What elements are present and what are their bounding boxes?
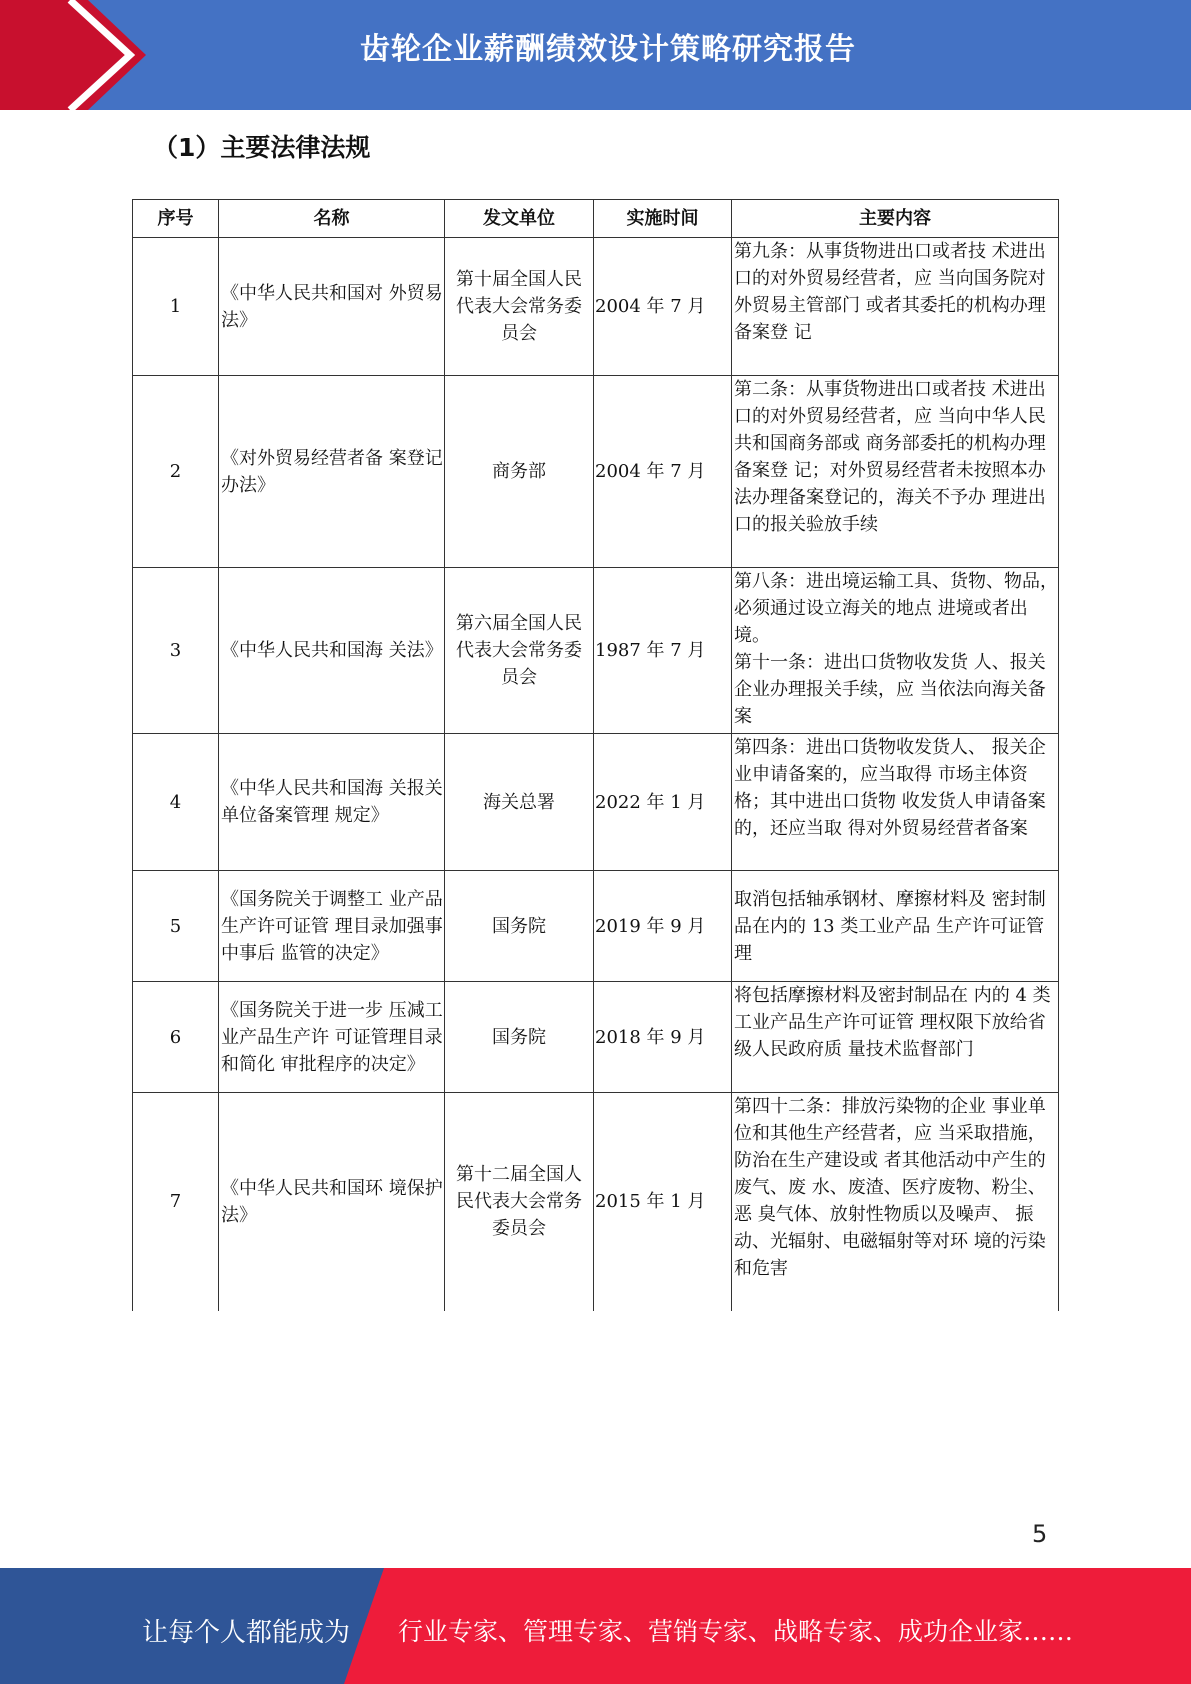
cell-date: 2015 年 1 月 — [594, 1093, 732, 1311]
footer-slogan-right: 行业专家、管理专家、营销专家、战略专家、成功企业家…… — [398, 1617, 1074, 1646]
cell-name: 《中华人民共和国环 境保护法》 — [219, 1093, 445, 1311]
header-title: 齿轮企业薪酬绩效设计策略研究报告 — [360, 32, 856, 67]
cell-no: 6 — [133, 982, 219, 1093]
cell-name: 《中华人民共和国海 关报关单位备案管理 规定》 — [219, 734, 445, 871]
cell-date: 1987 年 7 月 — [594, 568, 732, 734]
cell-name: 《国务院关于进一步 压减工业产品生产许 可证管理目录和简化 审批程序的决定》 — [219, 982, 445, 1093]
cell-unit: 国务院 — [445, 871, 594, 982]
table-row — [133, 982, 1059, 1093]
table-header-row — [133, 200, 1059, 238]
cell-content: 第二条：从事货物进出口或者技 术进出口的对外贸易经营者，应 当向中华人民共和国商务部或 商务部委托的机构办理备案登 记；对外贸易经营者未按照本办 法办理备案登记的，海关不予办 理进出口的报关验放手续 — [732, 376, 1059, 568]
cell-content: 将包括摩擦材料及密封制品在 内的 4 类工业产品生产许可证管 理权限下放给省级人民政府质 量技术监督部门 — [732, 982, 1059, 1093]
cell-date: 2022 年 1 月 — [594, 734, 732, 871]
cell-name: 《国务院关于调整工 业产品生产许可证管 理目录加强事中事后 监管的决定》 — [219, 871, 445, 982]
cell-unit: 国务院 — [445, 982, 594, 1093]
cell-content: 取消包括轴承钢材、摩擦材料及 密封制品在内的 13 类工业产品 生产许可证管理 — [732, 871, 1059, 982]
cell-content: 第四十二条：排放污染物的企业 事业单位和其他生产经营者，应 当采取措施，防治在生产建设或 者其他活动中产生的废气、废 水、废渣、医疗废物、粉尘、恶 臭气体、放射性物质以及噪声、 振动、光辐射、电磁辐射等对环 境的污染和危害 — [732, 1093, 1059, 1311]
table-row — [133, 238, 1059, 376]
footer-slogan-left: 让每个人都能成为 — [142, 1618, 351, 1648]
cell-name: 《中华人民共和国对 外贸易法》 — [219, 238, 445, 376]
cell-no: 3 — [133, 568, 219, 734]
cell-no: 7 — [133, 1093, 219, 1311]
cell-unit: 商务部 — [445, 376, 594, 568]
cell-no: 4 — [133, 734, 219, 871]
cell-content: 第四条：进出口货物收发货人、 报关企业申请备案的，应当取得 市场主体资格；其中进出口货物 收发货人申请备案的，还应当取 得对外贸易经营者备案 — [732, 734, 1059, 871]
header-band — [0, 0, 1191, 110]
cell-date: 2004 年 7 月 — [594, 238, 732, 376]
cell-name: 《中华人民共和国海 关法》 — [219, 568, 445, 734]
cell-date: 2019 年 9 月 — [594, 871, 732, 982]
table-row — [133, 734, 1059, 871]
cell-unit: 第十二届全国人民代表大会常务委员会 — [445, 1093, 594, 1311]
cell-no: 2 — [133, 376, 219, 568]
table-row — [133, 1093, 1059, 1311]
section-title: （1）主要法律法规 — [153, 133, 371, 162]
cell-date: 2004 年 7 月 — [594, 376, 732, 568]
column-header-date: 实施时间 — [594, 200, 732, 238]
page-number: 5 — [1032, 1520, 1048, 1548]
cell-unit: 第六届全国人民代表大会常务委员会 — [445, 568, 594, 734]
table-row — [133, 376, 1059, 568]
column-header-name: 名称 — [219, 200, 445, 238]
cell-unit: 第十届全国人民代表大会常务委员会 — [445, 238, 594, 376]
cell-content: 第九条：从事货物进出口或者技 术进出口的对外贸易经营者，应 当向国务院对外贸易主管部门 或者其委托的机构办理备案登 记 — [732, 238, 1059, 376]
column-header-no: 序号 — [133, 200, 219, 238]
table-row — [133, 568, 1059, 734]
cell-content: 第八条：进出境运输工具、货物、物品，必须通过设立海关的地点 进境或者出境。 第十一条：进出口货物收发货 人、报关企业办理报关手续，应 当依法向海关备案 — [732, 568, 1059, 734]
cell-no: 5 — [133, 871, 219, 982]
cell-date: 2018 年 9 月 — [594, 982, 732, 1093]
table-row — [133, 871, 1059, 982]
cell-name: 《对外贸易经营者备 案登记办法》 — [219, 376, 445, 568]
regulations-table — [132, 199, 1059, 1311]
cell-no: 1 — [133, 238, 219, 376]
cell-unit: 海关总署 — [445, 734, 594, 871]
column-header-content: 主要内容 — [732, 200, 1059, 238]
column-header-unit: 发文单位 — [445, 200, 594, 238]
